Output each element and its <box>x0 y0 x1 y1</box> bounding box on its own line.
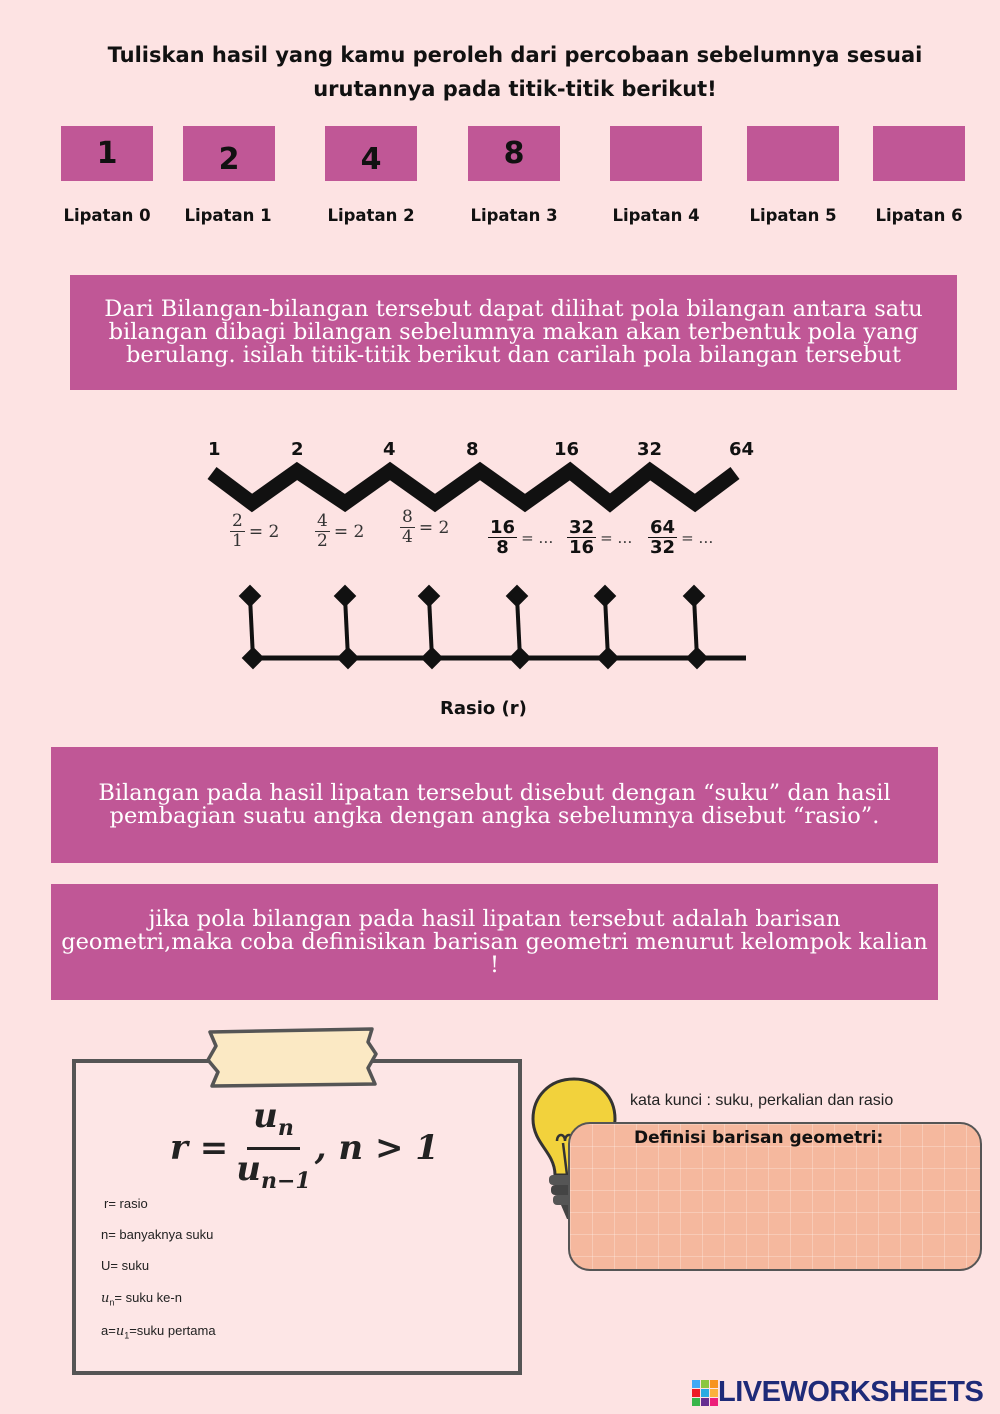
liveworksheets-logo <box>692 1376 983 1409</box>
ratio-fraction-4 <box>488 518 553 557</box>
formula-denominator: u <box>236 1148 261 1189</box>
ratio-numerator: 32 <box>569 517 595 538</box>
legend-un <box>101 1290 182 1308</box>
sequence-term-2: 2 <box>291 439 304 460</box>
keyword-text: kata kunci : suku, perkalian dan rasio <box>630 1092 894 1109</box>
ratio-numerator: 64 <box>650 517 676 538</box>
ratio-numerator: 2 <box>232 511 243 531</box>
legend-un-symbol: u <box>101 1291 110 1306</box>
formula-fraction <box>236 1097 310 1200</box>
ratio-denominator: 1 <box>232 531 243 551</box>
fold-box-0 <box>61 126 153 181</box>
ratio-denominator: 2 <box>317 531 328 551</box>
legend-u1-symbol: u <box>115 1324 125 1339</box>
term-definition-banner <box>51 747 938 863</box>
fold-label-3: Lipatan 3 <box>470 206 558 225</box>
ratio-result: = 2 <box>333 521 365 542</box>
ratio-result: = 2 <box>248 521 280 542</box>
sequence-term-3: 4 <box>383 439 396 460</box>
legend-n: n= banyaknya suku <box>101 1227 214 1242</box>
sequence-term-7: 64 <box>729 439 755 460</box>
fold-box-1 <box>183 126 275 181</box>
fold-label-1: Lipatan 1 <box>184 206 272 225</box>
ratio-answer-blank[interactable]: = … <box>681 528 714 547</box>
legend-un-text: = suku ke-n <box>114 1290 182 1305</box>
legend-a-prefix: a= <box>101 1323 116 1338</box>
definition-answer-input[interactable] <box>632 1154 966 1258</box>
fold-label-4: Lipatan 4 <box>612 206 700 225</box>
pattern-instruction-banner <box>70 275 957 390</box>
ratio-result: = 2 <box>418 517 450 538</box>
legend-rasio: r= rasio <box>104 1196 148 1211</box>
formula-lhs: r = <box>170 1128 229 1169</box>
ratio-numerator: 8 <box>402 507 413 527</box>
ratio-denominator: 32 <box>650 537 676 558</box>
legend-a <box>101 1323 216 1341</box>
formula-numerator: u <box>253 1096 278 1136</box>
ratio-denominator: 4 <box>402 527 413 547</box>
formula-condition: , n > 1 <box>314 1128 439 1169</box>
instruction-text: Tuliskan hasil yang kamu peroleh dari percobaan sebelumnya sesuai urutannya pada titik-titik berikut! <box>107 43 923 101</box>
ratio-fraction-5 <box>567 518 632 557</box>
fold-box-5 <box>747 126 839 181</box>
fold-box-6 <box>873 126 965 181</box>
sequence-term-6: 32 <box>637 439 663 460</box>
ratio-formula <box>170 1097 439 1200</box>
formula-denominator-sub: n−1 <box>260 1167 311 1194</box>
fold-answer-input-6[interactable] <box>875 130 963 178</box>
ratio-label: Rasio (r) <box>440 698 527 719</box>
ratio-answer-blank[interactable]: = … <box>521 528 554 547</box>
ratio-fraction-6 <box>648 518 713 557</box>
legend-u: U= suku <box>101 1258 150 1273</box>
legend-u1-sub: 1 <box>124 1330 130 1341</box>
fold-label-0: Lipatan 0 <box>63 206 151 225</box>
term-definition-text: Bilangan pada hasil lipatan tersebut disebut dengan “suku” dan hasil pembagian suatu angka dengan angka sebelumnya disebut “rasio”. <box>98 780 891 829</box>
sequence-term-5: 16 <box>554 439 580 460</box>
ratio-numerator: 16 <box>490 517 516 538</box>
legend-un-sub: n <box>109 1297 115 1308</box>
formula-numerator-sub: n <box>277 1114 294 1141</box>
fold-value-2: 4 <box>360 142 382 177</box>
pattern-instruction-text: Dari Bilangan-bilangan tersebut dapat dilihat pola bilangan antara satu bilangan dibagi bilangan sebelumnya makan akan terbentuk pola yang berulang. isilah titik-titik berikut dan carilah pola bilangan tersebut <box>104 296 923 368</box>
sequence-term-1: 1 <box>208 439 221 460</box>
ratio-denominator: 8 <box>496 537 509 558</box>
definition-title: Definisi barisan geometri: <box>634 1128 884 1148</box>
fold-label-5: Lipatan 5 <box>749 206 837 225</box>
ratio-fraction-3 <box>400 508 449 547</box>
ratio-fraction-1 <box>230 512 279 551</box>
brand-name: LIVEWORKSHEETS <box>718 1376 984 1408</box>
fold-answer-input-4[interactable] <box>612 130 700 178</box>
ratio-answer-blank[interactable]: = … <box>600 528 633 547</box>
liveworksheets-icon <box>692 1380 718 1406</box>
fold-box-2 <box>325 126 417 181</box>
sequence-term-4: 8 <box>466 439 479 460</box>
fold-answer-input-5[interactable] <box>749 130 837 178</box>
ratio-timeline <box>230 580 760 680</box>
legend-a-text: =suku pertama <box>129 1323 216 1338</box>
fold-value-3: 8 <box>503 136 525 171</box>
ratio-fraction-2 <box>315 512 364 551</box>
fold-box-4 <box>610 126 702 181</box>
ratio-numerator: 4 <box>317 511 328 531</box>
zigzag-line <box>200 455 760 525</box>
fold-label-2: Lipatan 2 <box>327 206 415 225</box>
ratio-denominator: 16 <box>569 537 595 558</box>
fold-value-0: 1 <box>96 136 118 171</box>
define-geometric-text: jika pola bilangan pada hasil lipatan tersebut adalah barisan geometri,maka coba definisikan barisan geometri menurut kelompok kalian ! <box>61 905 928 978</box>
define-geometric-banner <box>51 884 938 1000</box>
fold-value-1: 2 <box>218 142 240 177</box>
fold-label-6: Lipatan 6 <box>875 206 963 225</box>
tape-decoration <box>200 1024 385 1092</box>
fold-box-3 <box>468 126 560 181</box>
